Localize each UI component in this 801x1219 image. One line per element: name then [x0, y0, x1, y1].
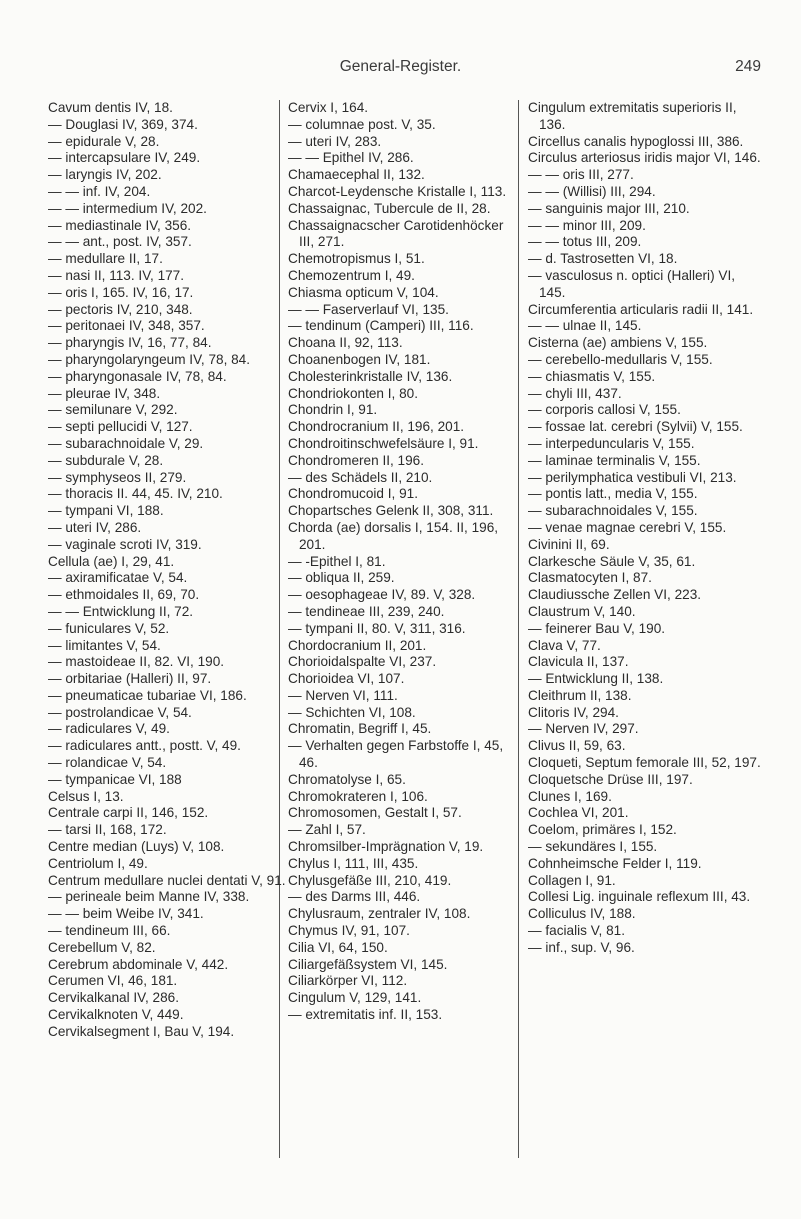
index-entry: Cochlea VI, 201. — [528, 805, 629, 821]
index-entry: Ciliargefäßsystem VI, 145. — [288, 956, 448, 972]
index-entry: Chymus IV, 91, 107. — [288, 923, 410, 939]
index-entry: — funiculares V, 52. — [48, 620, 170, 636]
index-entry: Chromokrateren I, 106. — [288, 788, 428, 804]
index-entry: — vasculosus n. optici (Halleri) VI, 145. — [528, 267, 735, 300]
index-entry: — facialis V, 81. — [528, 923, 625, 939]
index-entry: Chondrin I, 91. — [288, 402, 378, 418]
index-entry: Centre median (Luys) V, 108. — [48, 839, 225, 855]
index-entry: Chorioidalspalte VI, 237. — [288, 654, 437, 670]
index-entry: — Verhalten gegen Farbstoffe I, 45, 46. — [288, 738, 504, 771]
index-entry: — limitantes V, 54. — [48, 637, 161, 653]
index-entry: Chromosomen, Gestalt I, 57. — [288, 805, 462, 821]
index-entry: — medullare II, 17. — [48, 251, 163, 267]
index-entry: Chondromeren II, 196. — [288, 452, 425, 468]
index-entry: Choanenbogen IV, 181. — [288, 351, 431, 367]
index-entry: Cohnheimsche Felder I, 119. — [528, 855, 702, 871]
index-entry: — obliqua II, 259. — [288, 570, 395, 586]
index-entry: Charcot-Leydensche Kristalle I, 113. — [288, 183, 507, 199]
index-entry: Cleithrum II, 138. — [528, 687, 632, 703]
index-entry: — tendinum (Camperi) III, 116. — [288, 318, 474, 334]
index-entry: Clava V, 77. — [528, 637, 601, 653]
index-entry: Chassaignac, Tubercule de II, 28. — [288, 200, 491, 216]
index-entry: Choana II, 92, 113. — [288, 335, 403, 351]
index-entry: Cerumen VI, 46, 181. — [48, 973, 178, 989]
index-entry: — pectoris IV, 210, 348. — [48, 301, 193, 317]
index-entry: Claustrum V, 140. — [528, 603, 636, 619]
index-entry: — Zahl I, 57. — [288, 822, 366, 838]
index-entry: Clivus II, 59, 63. — [528, 738, 626, 754]
index-entry: — pneumaticae tubariae VI, 186. — [48, 687, 247, 703]
index-entry: Chylusgefäße III, 210, 419. — [288, 872, 452, 888]
index-entry: — sekundäres I, 155. — [528, 839, 658, 855]
index-entry: Celsus I, 13. — [48, 788, 124, 804]
index-entry: — subarachnoidales V, 155. — [528, 503, 698, 519]
index-entry: — tarsi II, 168, 172. — [48, 822, 167, 838]
index-entry: Cingulum V, 129, 141. — [288, 990, 422, 1006]
index-entry: — tympani II, 80. V, 311, 316. — [288, 620, 466, 636]
index-entry: — perilymphatica vestibuli VI, 213. — [528, 469, 737, 485]
index-entry: Clasmatocyten I, 87. — [528, 570, 652, 586]
index-entry: — uteri IV, 286. — [48, 519, 142, 535]
column-rule-right — [518, 100, 519, 1158]
index-entry: Chromatin, Begriff I, 45. — [288, 721, 432, 737]
index-entry: Chromsilber-Imprägnation V, 19. — [288, 839, 484, 855]
index-entry: Clavicula II, 137. — [528, 654, 629, 670]
index-entry: Chondroitinschwefelsäure I, 91. — [288, 435, 479, 451]
index-entry: — Nerven IV, 297. — [528, 721, 639, 737]
index-entry: Chylusraum, zentraler IV, 108. — [288, 906, 471, 922]
index-entry: Claudiussche Zellen VI, 223. — [528, 587, 702, 603]
index-entry: — Douglasi IV, 369, 374. — [48, 116, 198, 132]
index-entry: Colliculus IV, 188. — [528, 906, 636, 922]
index-entry: — semilunare V, 292. — [48, 402, 178, 418]
index-entry: Cloqueti, Septum femorale III, 52, 197. — [528, 755, 761, 771]
index-entry: — — beim Weibe IV, 341. — [48, 906, 204, 922]
index-entry: — mastoideae II, 82. VI, 190. — [48, 654, 225, 670]
index-entry: — peritonaei IV, 348, 357. — [48, 318, 205, 334]
index-entry: Chorioidea VI, 107. — [288, 671, 405, 687]
index-entry: — pleurae IV, 348. — [48, 385, 161, 401]
index-entry: Cerebellum V, 82. — [48, 939, 156, 955]
index-entry: — — Epithel IV, 286. — [288, 150, 414, 166]
index-entry: Clarkesche Säule V, 35, 61. — [528, 553, 696, 569]
index-entry: — chyli III, 437. — [528, 385, 622, 401]
index-entry: Chopartsches Gelenk II, 308, 311. — [288, 503, 494, 519]
index-entry: — Nerven VI, 111. — [288, 687, 398, 703]
index-entry: — tendineum III, 66. — [48, 923, 171, 939]
index-entry: — pontis latt., media V, 155. — [528, 486, 698, 502]
index-entry: — interpeduncularis V, 155. — [528, 435, 695, 451]
index-entry: — epidurale V, 28. — [48, 133, 160, 149]
index-entry: — intercapsulare IV, 249. — [48, 150, 201, 166]
index-entry: — tympanicae VI, 188 — [48, 771, 182, 787]
index-entry: Cisterna (ae) ambiens V, 155. — [528, 335, 708, 351]
index-entry: — inf., sup. V, 96. — [528, 939, 635, 955]
index-entry: — columnae post. V, 35. — [288, 116, 436, 132]
index-column-2 — [288, 100, 510, 1024]
index-entry: Cloquetsche Drüse III, 197. — [528, 771, 693, 787]
index-entry: Chondromucoid I, 91. — [288, 486, 418, 502]
index-entry: — Schichten VI, 108. — [288, 704, 416, 720]
index-entry: Cerebrum abdominale V, 442. — [48, 956, 229, 972]
index-entry: Chondrocranium II, 196, 201. — [288, 419, 465, 435]
index-entry: — perineale beim Manne IV, 338. — [48, 889, 250, 905]
index-entry: — — Faserverlauf VI, 135. — [288, 301, 449, 317]
index-entry: — postrolandicae V, 54. — [48, 704, 192, 720]
index-entry: — venae magnae cerebri V, 155. — [528, 519, 727, 535]
index-entry: — ethmoidales II, 69, 70. — [48, 587, 200, 603]
index-entry: Collagen I, 91. — [528, 872, 616, 888]
index-entry: Cervikalknoten V, 449. — [48, 1007, 184, 1023]
index-entry: — — intermedium IV, 202. — [48, 200, 207, 216]
index-entry: — laryngis IV, 202. — [48, 167, 162, 183]
index-column-3 — [528, 100, 764, 957]
index-entry: — des Darms III, 446. — [288, 889, 421, 905]
index-entry: Chondriokonten I, 80. — [288, 385, 418, 401]
index-entry: — corporis callosi V, 155. — [528, 402, 681, 418]
index-entry: — — minor III, 209. — [528, 217, 646, 233]
index-entry: Centrum medullare nuclei dentati V, 91. — [48, 872, 286, 888]
index-entry: — Entwicklung II, 138. — [528, 671, 664, 687]
index-entry: Chamaecephal II, 132. — [288, 167, 425, 183]
index-entry: — radiculares V, 49. — [48, 721, 170, 737]
index-entry: — symphyseos II, 279. — [48, 469, 187, 485]
index-entry: Clunes I, 169. — [528, 788, 612, 804]
index-entry: Chylus I, 111, III, 435. — [288, 855, 419, 871]
index-entry: Cilia VI, 64, 150. — [288, 939, 388, 955]
index-entry: — oesophageae IV, 89. V, 328. — [288, 587, 476, 603]
index-entry: Ciliarkörper VI, 112. — [288, 973, 408, 989]
index-entry: Cervikalsegment I, Bau V, 194. — [48, 1023, 235, 1039]
index-entry: — uteri IV, 283. — [288, 133, 382, 149]
index-entry: — — ant., post. IV, 357. — [48, 234, 192, 250]
index-entry: Chordocranium II, 201. — [288, 637, 427, 653]
index-entry: Chorda (ae) dorsalis I, 154. II, 196, 201. — [288, 519, 499, 552]
index-entry: Collesi Lig. inguinale reflexum III, 43. — [528, 889, 751, 905]
index-entry: — — (Willisi) III, 294. — [528, 183, 656, 199]
running-title: General-Register. — [339, 58, 462, 75]
index-entry: — axiramificatae V, 54. — [48, 570, 188, 586]
index-entry: Chemozentrum I, 49. — [288, 267, 415, 283]
index-entry: — des Schädels II, 210. — [288, 469, 433, 485]
index-entry: — cerebello-medullaris V, 155. — [528, 351, 713, 367]
index-entry: Cavum dentis IV, 18. — [48, 100, 173, 115]
index-entry: Cervikalkanal IV, 286. — [48, 990, 179, 1006]
index-entry: — fossae lat. cerebri (Sylvii) V, 155. — [528, 419, 743, 435]
index-entry: — vaginale scroti IV, 319. — [48, 536, 202, 552]
index-entry: — nasi II, 113. IV, 177. — [48, 267, 185, 283]
index-entry: Circellus canalis hypoglossi III, 386. — [528, 133, 744, 149]
index-entry: — d. Tastrosetten VI, 18. — [528, 251, 678, 267]
index-entry: — — ulnae II, 145. — [528, 318, 642, 334]
index-entry: — — oris III, 277. — [528, 167, 634, 183]
index-entry: — sanguinis major III, 210. — [528, 200, 690, 216]
index-entry: — oris I, 165. IV, 16, 17. — [48, 284, 194, 300]
index-entry: Centriolum I, 49. — [48, 855, 148, 871]
index-entry: Coelom, primäres I, 152. — [528, 822, 677, 838]
index-entry: — mediastinale IV, 356. — [48, 217, 192, 233]
index-entry: — feinerer Bau V, 190. — [528, 620, 666, 636]
page-header — [0, 58, 801, 82]
index-entry: — pharyngolaryngeum IV, 78, 84. — [48, 351, 251, 367]
index-entry: Circulus arteriosus iridis major VI, 146. — [528, 150, 761, 166]
index-entry: — rolandicae V, 54. — [48, 755, 167, 771]
index-entry: — — Entwicklung II, 72. — [48, 603, 194, 619]
index-entry: Chromatolyse I, 65. — [288, 771, 406, 787]
index-entry: — tympani VI, 188. — [48, 503, 164, 519]
index-entry: Chiasma opticum V, 104. — [288, 284, 439, 300]
index-entry: — septi pellucidi V, 127. — [48, 419, 193, 435]
index-entry: — radiculares antt., postt. V, 49. — [48, 738, 241, 754]
index-entry: — thoracis II. 44, 45. IV, 210. — [48, 486, 223, 502]
index-entry: Cingulum extremitatis superioris II, 136. — [528, 100, 737, 132]
index-entry: Chassaignacscher Carotidenhöcker III, 271. — [288, 217, 504, 250]
index-entry: Clitoris IV, 294. — [528, 704, 619, 720]
page-number: 249 — [735, 58, 761, 75]
index-entry: Cervix I, 164. — [288, 100, 369, 115]
index-entry: Cholesterinkristalle IV, 136. — [288, 368, 453, 384]
index-entry: Circumferentia articularis radii II, 141. — [528, 301, 754, 317]
index-entry: Centrale carpi II, 146, 152. — [48, 805, 209, 821]
index-entry: — pharyngonasale IV, 78, 84. — [48, 368, 227, 384]
index-entry: Cellula (ae) I, 29, 41. — [48, 553, 175, 569]
index-entry: Chemotropismus I, 51. — [288, 251, 425, 267]
index-entry: — tendineae III, 239, 240. — [288, 603, 445, 619]
index-entry: — laminae terminalis V, 155. — [528, 452, 701, 468]
index-entry: — orbitariae (Halleri) II, 97. — [48, 671, 212, 687]
index-entry: — subdurale V, 28. — [48, 452, 164, 468]
index-entry: — pharyngis IV, 16, 77, 84. — [48, 335, 212, 351]
index-entry: — — totus III, 209. — [528, 234, 642, 250]
index-entry: Civinini II, 69. — [528, 536, 610, 552]
index-entry: — subarachnoidale V, 29. — [48, 435, 204, 451]
index-entry: — chiasmatis V, 155. — [528, 368, 656, 384]
index-column-1 — [48, 100, 286, 1041]
index-entry: — — inf. IV, 204. — [48, 183, 151, 199]
index-entry: — extremitatis inf. II, 153. — [288, 1007, 443, 1023]
index-entry: — -Epithel I, 81. — [288, 553, 386, 569]
